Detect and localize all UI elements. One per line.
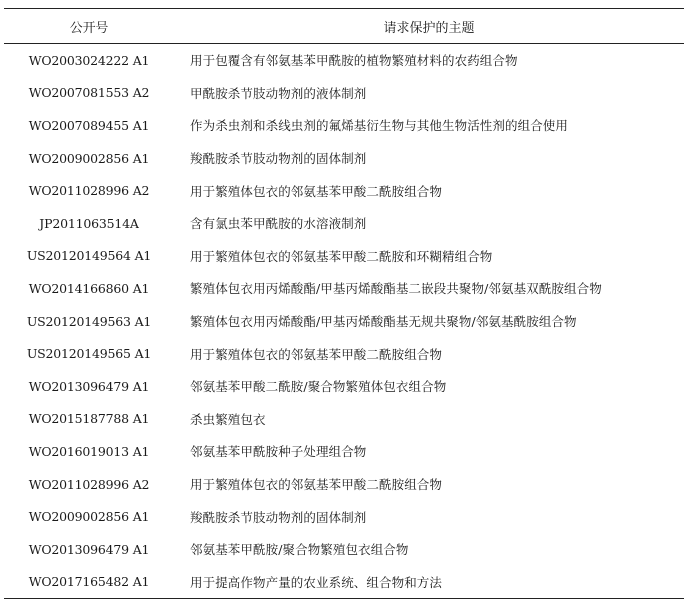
header-claimed-subject: 请求保护的主题	[174, 9, 684, 44]
claimed-subject-cell: 羧酰胺杀节肢动物剂的固体制剂	[190, 509, 367, 525]
table-row	[4, 435, 684, 468]
table-row	[4, 77, 684, 110]
publication-number-cell: WO2015187788 A1	[28, 411, 150, 427]
table-row	[4, 403, 684, 436]
publication-number-cell: WO2014166860 A1	[28, 280, 150, 296]
table-row	[4, 207, 684, 240]
claimed-subject-cell: 羧酰胺杀节肢动物剂的固体制剂	[190, 151, 367, 167]
claimed-subject-cell: 繁殖体包衣用丙烯酸酯/甲基丙烯酸酯基无规共聚物/邻氨基酰胺组合物	[190, 314, 577, 330]
header-publication-number: 公开号	[4, 9, 174, 44]
claimed-subject-cell: 邻氨基苯甲酰胺种子处理组合物	[190, 444, 367, 460]
table-row	[4, 240, 684, 273]
table-row	[4, 142, 684, 175]
claimed-subject-cell: 作为杀虫剂和杀线虫剂的氟烯基衍生物与其他生物活性剂的组合使用	[190, 118, 569, 134]
publication-number-cell: WO2016019013 A1	[28, 443, 150, 459]
publication-number-cell: WO2003024222 A1	[28, 52, 150, 68]
table-header	[4, 9, 684, 44]
publication-number-cell: WO2009002856 A1	[28, 150, 150, 166]
table-row	[4, 566, 684, 599]
publication-number-cell: WO2007089455 A1	[28, 117, 150, 133]
patent-table	[4, 8, 684, 599]
publication-number-cell: WO2007081553 A2	[28, 85, 150, 101]
claimed-subject-cell: 甲酰胺杀节肢动物剂的液体制剂	[190, 85, 367, 101]
claimed-subject-cell: 用于繁殖体包衣的邻氨基苯甲酸二酰胺组合物	[190, 183, 443, 199]
publication-number-cell: WO2017165482 A1	[4, 566, 174, 599]
table-row	[4, 500, 684, 533]
claimed-subject-cell: 用于繁殖体包衣的邻氨基苯甲酸二酰胺组合物	[190, 346, 443, 362]
table-row	[4, 44, 684, 77]
claimed-subject-cell: 含有氯虫苯甲酰胺的水溶液制剂	[190, 216, 367, 232]
table-row	[4, 305, 684, 338]
publication-number-cell: US20120149565 A1	[26, 346, 152, 362]
claimed-subject-cell: 邻氨基苯甲酰胺/聚合物繁殖包衣组合物	[190, 542, 409, 558]
table-row	[4, 272, 684, 305]
patent-table-container	[4, 8, 684, 599]
table-row	[4, 174, 684, 207]
claimed-subject-cell: 杀虫繁殖包衣	[190, 411, 266, 427]
claimed-subject-cell: 用于包覆含有邻氨基苯甲酰胺的植物繁殖材料的农药组合物	[190, 53, 518, 69]
publication-number-cell: WO2011028996 A2	[28, 183, 150, 199]
claimed-subject-cell: 用于提高作物产量的农业系统、组合物和方法	[174, 566, 684, 599]
claimed-subject-cell: 用于繁殖体包衣的邻氨基苯甲酸二酰胺组合物	[190, 477, 443, 493]
table-row	[4, 468, 684, 501]
header-row	[4, 9, 684, 44]
table-body	[4, 44, 684, 599]
claimed-subject-cell: 繁殖体包衣用丙烯酸酯/甲基丙烯酸酯基二嵌段共聚物/邻氨基双酰胺组合物	[190, 281, 602, 297]
publication-number-cell: WO2009002856 A1	[28, 509, 150, 525]
claimed-subject-cell: 邻氨基苯甲酸二酰胺/聚合物繁殖体包衣组合物	[190, 379, 447, 395]
publication-number-cell: US20120149564 A1	[26, 248, 152, 264]
publication-number-cell: US20120149563 A1	[26, 313, 152, 329]
table-row	[4, 337, 684, 370]
publication-number-cell: WO2013096479 A1	[28, 378, 150, 394]
claimed-subject-cell: 用于繁殖体包衣的邻氨基苯甲酸二酰胺和环糊精组合物	[190, 248, 493, 264]
table-row	[4, 109, 684, 142]
publication-number-cell: JP2011063514A	[39, 215, 139, 231]
table-row	[4, 533, 684, 566]
publication-number-cell: WO2011028996 A2	[28, 476, 150, 492]
table-row	[4, 370, 684, 403]
publication-number-cell: WO2013096479 A1	[28, 541, 150, 557]
